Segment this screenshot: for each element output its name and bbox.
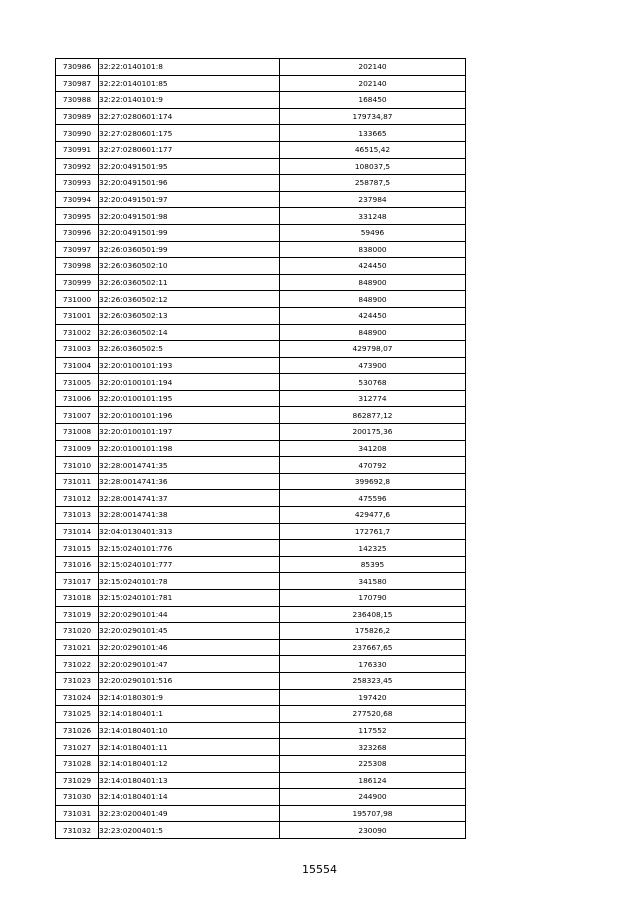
value-cell: 59496: [280, 224, 466, 241]
cadastral-number-cell: 32:20:0491501:96: [99, 175, 280, 192]
record-id-cell: 731021: [56, 639, 99, 656]
value-cell: 179734,87: [280, 108, 466, 125]
value-cell: 470792: [280, 457, 466, 474]
table-row: [56, 75, 466, 92]
value-cell: 530768: [280, 374, 466, 391]
table-row: [56, 357, 466, 374]
cadastral-number-cell: 32:14:0180401:10: [99, 722, 280, 739]
table-row: [56, 656, 466, 673]
table-row: [56, 258, 466, 275]
cadastral-number-cell: 32:15:0240101:777: [99, 556, 280, 573]
value-cell: 424450: [280, 258, 466, 275]
cadastral-number-cell: 32:27:0280601:177: [99, 141, 280, 158]
record-id-cell: 731008: [56, 424, 99, 441]
cadastral-number-cell: 32:20:0491501:98: [99, 208, 280, 225]
record-id-cell: 731030: [56, 789, 99, 806]
record-id-cell: 731010: [56, 457, 99, 474]
table-row: [56, 573, 466, 590]
cadastral-number-cell: 32:20:0290101:44: [99, 606, 280, 623]
value-cell: 172761,7: [280, 523, 466, 540]
cadastral-number-cell: 32:26:0360502:10: [99, 258, 280, 275]
cadastral-number-cell: 32:15:0240101:78: [99, 573, 280, 590]
value-cell: 399692,8: [280, 473, 466, 490]
value-cell: 244900: [280, 789, 466, 806]
table-row: [56, 822, 466, 839]
records-table: [55, 58, 466, 839]
cadastral-number-cell: 32:14:0180401:1: [99, 706, 280, 723]
cadastral-number-cell: 32:15:0240101:781: [99, 590, 280, 607]
cadastral-number-cell: 32:20:0290101:47: [99, 656, 280, 673]
value-cell: 838000: [280, 241, 466, 258]
cadastral-number-cell: 32:26:0360502:13: [99, 307, 280, 324]
value-cell: 848900: [280, 324, 466, 341]
table-row: [56, 540, 466, 557]
cadastral-number-cell: 32:04:0130401:313: [99, 523, 280, 540]
table-row: [56, 722, 466, 739]
value-cell: 237667,65: [280, 639, 466, 656]
value-cell: 258323,45: [280, 672, 466, 689]
cadastral-number-cell: 32:20:0100101:197: [99, 424, 280, 441]
record-id-cell: 731020: [56, 623, 99, 640]
record-id-cell: 731031: [56, 805, 99, 822]
table-row: [56, 324, 466, 341]
value-cell: 424450: [280, 307, 466, 324]
cadastral-number-cell: 32:20:0100101:193: [99, 357, 280, 374]
table-row: [56, 59, 466, 76]
table-row: [56, 291, 466, 308]
cadastral-number-cell: 32:14:0180401:14: [99, 789, 280, 806]
record-id-cell: 730987: [56, 75, 99, 92]
cadastral-number-cell: 32:26:0360502:14: [99, 324, 280, 341]
value-cell: 862877,12: [280, 407, 466, 424]
record-id-cell: 731004: [56, 357, 99, 374]
table-row: [56, 639, 466, 656]
cadastral-number-cell: 32:20:0100101:198: [99, 440, 280, 457]
value-cell: 195707,98: [280, 805, 466, 822]
value-cell: 175826,2: [280, 623, 466, 640]
value-cell: 237984: [280, 191, 466, 208]
table-row: [56, 390, 466, 407]
cadastral-number-cell: 32:27:0280601:174: [99, 108, 280, 125]
record-id-cell: 731006: [56, 390, 99, 407]
cadastral-number-cell: 32:20:0100101:194: [99, 374, 280, 391]
value-cell: 848900: [280, 291, 466, 308]
cadastral-number-cell: 32:14:0180401:12: [99, 755, 280, 772]
record-id-cell: 730997: [56, 241, 99, 258]
cadastral-number-cell: 32:23:0200401:49: [99, 805, 280, 822]
table-row: [56, 623, 466, 640]
table-row: [56, 755, 466, 772]
record-id-cell: 731027: [56, 739, 99, 756]
record-id-cell: 731018: [56, 590, 99, 607]
cadastral-number-cell: 32:22:0140101:8: [99, 59, 280, 76]
table-row: [56, 92, 466, 109]
record-id-cell: 731000: [56, 291, 99, 308]
table-row: [56, 473, 466, 490]
value-cell: 46515,42: [280, 141, 466, 158]
value-cell: 258787,5: [280, 175, 466, 192]
record-id-cell: 731019: [56, 606, 99, 623]
value-cell: 429477,6: [280, 507, 466, 524]
record-id-cell: 731003: [56, 341, 99, 358]
table-row: [56, 739, 466, 756]
cadastral-number-cell: 32:20:0100101:196: [99, 407, 280, 424]
value-cell: 312774: [280, 390, 466, 407]
cadastral-number-cell: 32:15:0240101:776: [99, 540, 280, 557]
value-cell: 848900: [280, 274, 466, 291]
record-id-cell: 731024: [56, 689, 99, 706]
cadastral-number-cell: 32:14:0180301:9: [99, 689, 280, 706]
record-id-cell: 730991: [56, 141, 99, 158]
table-row: [56, 606, 466, 623]
cadastral-number-cell: 32:20:0290101:46: [99, 639, 280, 656]
record-id-cell: 730988: [56, 92, 99, 109]
value-cell: 133665: [280, 125, 466, 142]
value-cell: 429798,07: [280, 341, 466, 358]
record-id-cell: 730989: [56, 108, 99, 125]
value-cell: 277520,68: [280, 706, 466, 723]
table-row: [56, 175, 466, 192]
record-id-cell: 730996: [56, 224, 99, 241]
table-row: [56, 490, 466, 507]
value-cell: 473900: [280, 357, 466, 374]
record-id-cell: 730990: [56, 125, 99, 142]
record-id-cell: 730999: [56, 274, 99, 291]
record-id-cell: 731012: [56, 490, 99, 507]
record-id-cell: 730993: [56, 175, 99, 192]
record-id-cell: 731005: [56, 374, 99, 391]
table-row: [56, 307, 466, 324]
cadastral-number-cell: 32:26:0360501:99: [99, 241, 280, 258]
record-id-cell: 731016: [56, 556, 99, 573]
table-row: [56, 523, 466, 540]
table-row: [56, 457, 466, 474]
table-row: [56, 805, 466, 822]
record-id-cell: 731014: [56, 523, 99, 540]
table-row: [56, 341, 466, 358]
table-row: [56, 672, 466, 689]
value-cell: 186124: [280, 772, 466, 789]
table-row: [56, 440, 466, 457]
value-cell: 176330: [280, 656, 466, 673]
table-row: [56, 108, 466, 125]
cadastral-number-cell: 32:28:0014741:35: [99, 457, 280, 474]
record-id-cell: 730998: [56, 258, 99, 275]
record-id-cell: 730986: [56, 59, 99, 76]
page-number: 15554: [302, 863, 337, 876]
cadastral-number-cell: 32:22:0140101:9: [99, 92, 280, 109]
record-id-cell: 731011: [56, 473, 99, 490]
value-cell: 170790: [280, 590, 466, 607]
record-id-cell: 731002: [56, 324, 99, 341]
record-id-cell: 730995: [56, 208, 99, 225]
value-cell: 323268: [280, 739, 466, 756]
cadastral-number-cell: 32:28:0014741:38: [99, 507, 280, 524]
value-cell: 230090: [280, 822, 466, 839]
cadastral-number-cell: 32:20:0290101:45: [99, 623, 280, 640]
table-row: [56, 191, 466, 208]
table-row: [56, 789, 466, 806]
value-cell: 200175,36: [280, 424, 466, 441]
record-id-cell: 730994: [56, 191, 99, 208]
record-id-cell: 731017: [56, 573, 99, 590]
cadastral-number-cell: 32:20:0491501:97: [99, 191, 280, 208]
value-cell: 202140: [280, 75, 466, 92]
record-id-cell: 731001: [56, 307, 99, 324]
value-cell: 142325: [280, 540, 466, 557]
cadastral-number-cell: 32:14:0180401:13: [99, 772, 280, 789]
cadastral-number-cell: 32:22:0140101:85: [99, 75, 280, 92]
table-row: [56, 507, 466, 524]
value-cell: 108037,5: [280, 158, 466, 175]
record-id-cell: 731032: [56, 822, 99, 839]
cadastral-number-cell: 32:20:0100101:195: [99, 390, 280, 407]
record-id-cell: 731022: [56, 656, 99, 673]
value-cell: 475596: [280, 490, 466, 507]
records-table-body: [56, 59, 466, 839]
record-id-cell: 731013: [56, 507, 99, 524]
record-id-cell: 730992: [56, 158, 99, 175]
table-row: [56, 706, 466, 723]
table-row: [56, 224, 466, 241]
value-cell: 168450: [280, 92, 466, 109]
cadastral-number-cell: 32:26:0360502:12: [99, 291, 280, 308]
cadastral-number-cell: 32:20:0491501:95: [99, 158, 280, 175]
value-cell: 236408,15: [280, 606, 466, 623]
value-cell: 85395: [280, 556, 466, 573]
table-row: [56, 590, 466, 607]
table-row: [56, 125, 466, 142]
table-row: [56, 407, 466, 424]
record-id-cell: 731026: [56, 722, 99, 739]
table-row: [56, 274, 466, 291]
cadastral-number-cell: 32:27:0280601:175: [99, 125, 280, 142]
table-row: [56, 241, 466, 258]
record-id-cell: 731029: [56, 772, 99, 789]
value-cell: 202140: [280, 59, 466, 76]
cadastral-number-cell: 32:28:0014741:37: [99, 490, 280, 507]
table-row: [56, 772, 466, 789]
table-row: [56, 689, 466, 706]
record-id-cell: 731028: [56, 755, 99, 772]
record-id-cell: 731007: [56, 407, 99, 424]
record-id-cell: 731009: [56, 440, 99, 457]
cadastral-number-cell: 32:26:0360502:5: [99, 341, 280, 358]
value-cell: 331248: [280, 208, 466, 225]
cadastral-number-cell: 32:14:0180401:11: [99, 739, 280, 756]
value-cell: 341580: [280, 573, 466, 590]
cadastral-number-cell: 32:23:0200401:5: [99, 822, 280, 839]
table-row: [56, 141, 466, 158]
value-cell: 225308: [280, 755, 466, 772]
value-cell: 117552: [280, 722, 466, 739]
table-row: [56, 158, 466, 175]
cadastral-number-cell: 32:28:0014741:36: [99, 473, 280, 490]
record-id-cell: 731025: [56, 706, 99, 723]
table-row: [56, 208, 466, 225]
cadastral-number-cell: 32:20:0491501:99: [99, 224, 280, 241]
cadastral-number-cell: 32:20:0290101:516: [99, 672, 280, 689]
table-row: [56, 374, 466, 391]
cadastral-number-cell: 32:26:0360502:11: [99, 274, 280, 291]
record-id-cell: 731015: [56, 540, 99, 557]
value-cell: 341208: [280, 440, 466, 457]
value-cell: 197420: [280, 689, 466, 706]
table-row: [56, 424, 466, 441]
table-row: [56, 556, 466, 573]
record-id-cell: 731023: [56, 672, 99, 689]
